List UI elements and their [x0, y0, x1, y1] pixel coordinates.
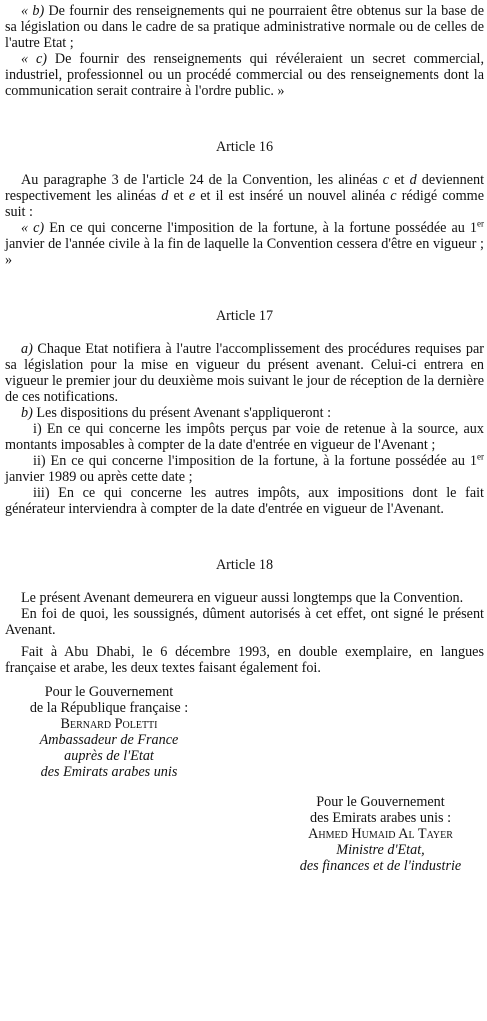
- article-18-paragraph-2: En foi de quoi, les soussignés, dûment autorisés à cet effet, ont signé le présent Avenant.: [5, 606, 484, 638]
- clause-c-label: « c): [21, 51, 48, 67]
- article-18-title: Article 18: [215, 557, 274, 573]
- clause-c: [5, 51, 484, 99]
- clause-b-label: « b): [21, 3, 45, 19]
- signatory-government: des Emirats arabes unis :: [309, 810, 452, 826]
- article-16-paragraph-1: Au paragraphe 3 de l'article 24 de la Convention, les alinéas c et d deviennent respectivement les alinéas d et e et il est inséré un nouvel alinéa c rédigé comme suit :: [5, 172, 485, 220]
- signature-block-france: [5, 684, 209, 780]
- article-18-paragraph-3: Fait à Abu Dhabi, le 6 décembre 1993, en double exemplaire, en langues française et arabe, les deux textes faisant également foi.: [5, 644, 484, 676]
- clause-b: [5, 3, 484, 51]
- article-16-paragraph-2: « c) En ce qui concerne l'imposition de la fortune, à la fortune possédée au 1er janvier de l'année civile à la fin de laquelle la Convention cessera d'être en vigueur ; »: [5, 218, 484, 268]
- signatory-government: de la République française :: [29, 700, 189, 716]
- signatory-role: Ministre d'Etat,: [336, 842, 425, 858]
- clause-b-text: De fournir des renseignements qui ne pourraient être obtenus sur la base de sa législation ou dans le cadre de sa pratique administrative normale ou de celles de l'autre Etat ;: [5, 3, 485, 51]
- article-17-title: Article 17: [215, 308, 274, 324]
- signatory-name: Ahmed Humaid Al Tayer: [308, 826, 453, 842]
- clause-c-text: De fournir des renseignements qui révéleraient un secret commercial, industriel, professionnel ou un procédé commercial ou des renseignements dont la communication serait contraire à l'ordre public. »: [5, 51, 485, 99]
- signatory-role: auprès de l'Etat: [64, 748, 154, 764]
- signatory-heading: Pour le Gouvernement: [316, 794, 445, 810]
- article-17-paragraph-a: a) Chaque Etat notifiera à l'autre l'accomplissement des procédures requises par sa législation pour la mise en vigueur du présent avenant. Celui-ci entrera en vigueur le premier jour du deuxième mois suivant le jour de réception de la dernière de ces notifications.: [5, 341, 485, 405]
- signatory-role: Ambassadeur de France: [39, 732, 179, 748]
- signatory-role: des finances et de l'industrie: [299, 858, 462, 874]
- article-17-item-ii: ii) En ce qui concerne l'imposition de la fortune, à la fortune possédée au 1er janvier 1989 ou après cette date ;: [5, 451, 484, 485]
- document-page: [5, 3, 484, 874]
- signatory-role: des Emirats arabes unis: [40, 764, 178, 780]
- article-17-item-iii: iii) En ce qui concerne les autres impôts, aux impositions dont le fait générateur interviendra à compter de la date d'entrée en vigueur de l'Avenant.: [5, 485, 484, 517]
- article-17-paragraph-b: b) Les dispositions du présent Avenant s'appliqueront :: [21, 405, 332, 421]
- signature-block-uae: [273, 794, 487, 874]
- signatory-name: Bernard Poletti: [60, 716, 158, 732]
- article-17-item-i: i) En ce qui concerne les impôts perçus par voie de retenue à la source, aux montants imposables à compter de la date d'entrée en vigueur de l'Avenant ;: [5, 421, 484, 453]
- signatory-heading: Pour le Gouvernement: [44, 684, 174, 700]
- article-18-paragraph-1: Le présent Avenant demeurera en vigueur aussi longtemps que la Convention.: [21, 590, 464, 606]
- article-16-title: Article 16: [215, 139, 274, 155]
